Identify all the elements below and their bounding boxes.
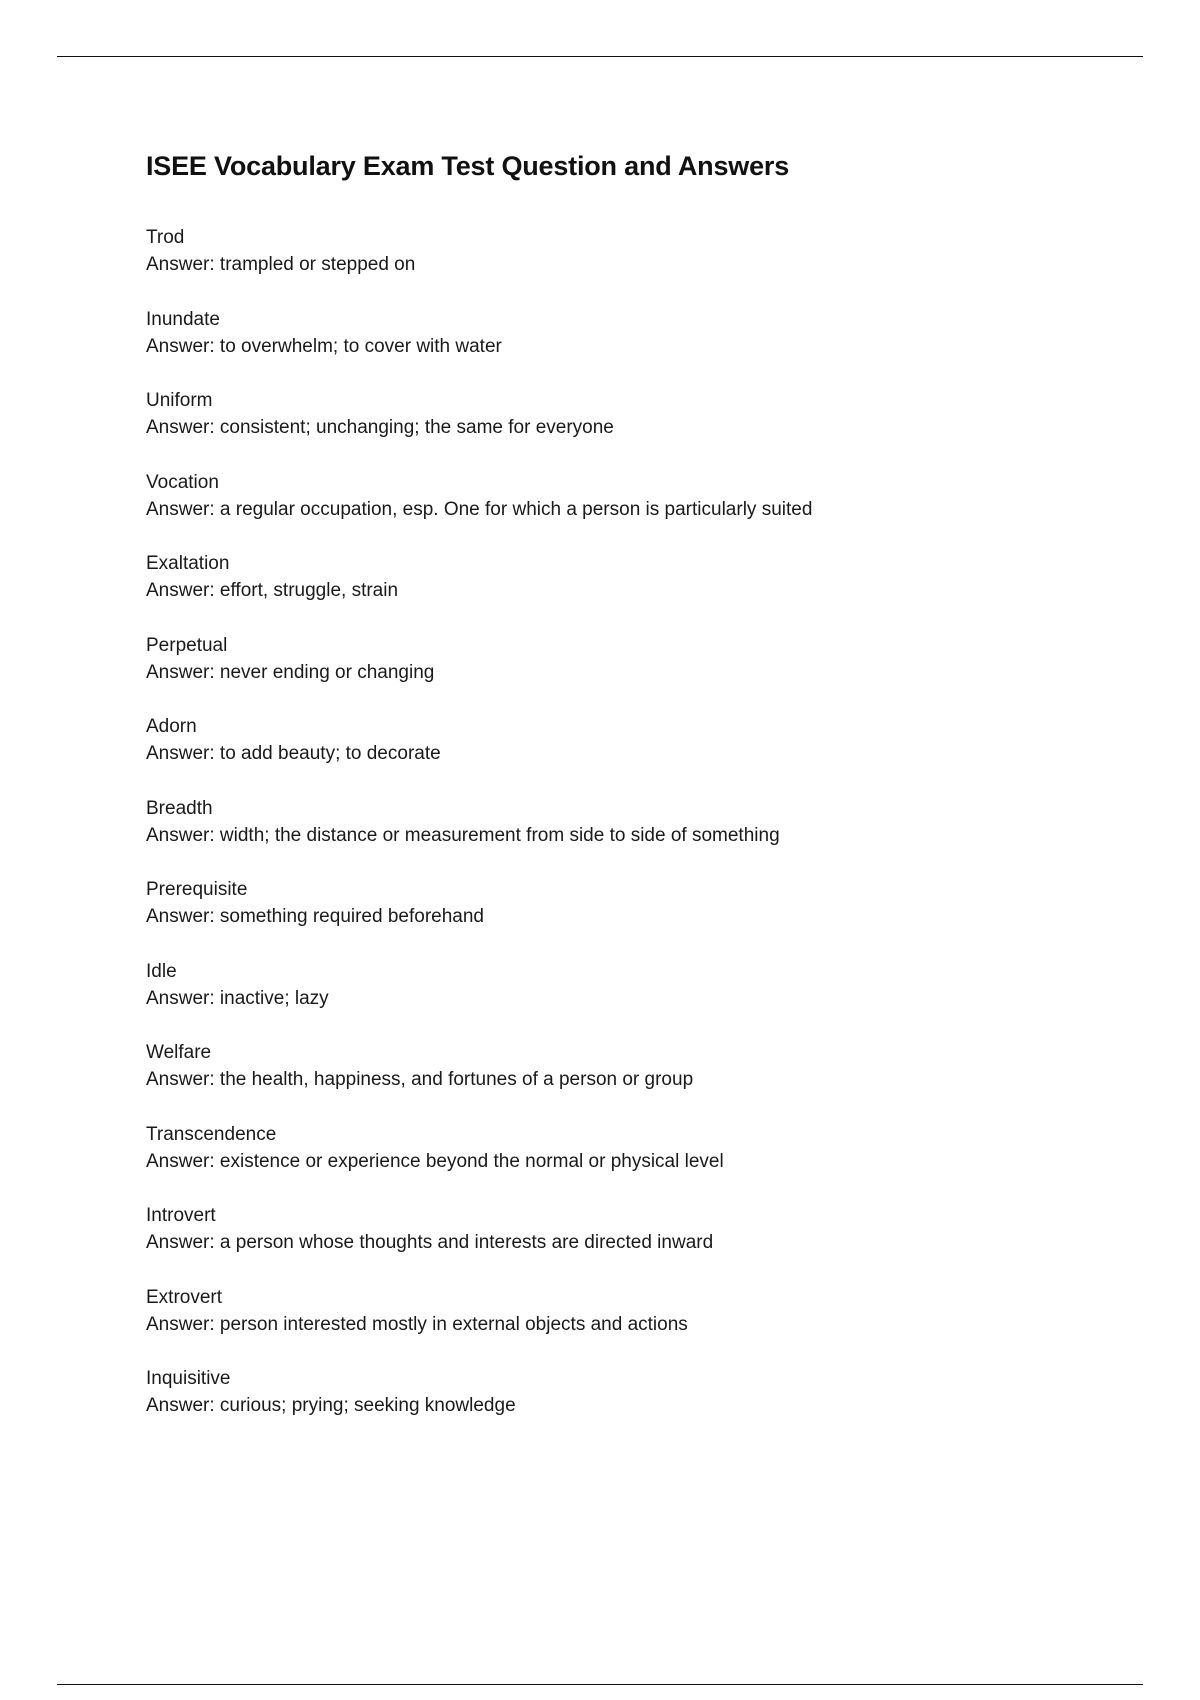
vocab-term: Extrovert [146, 1286, 223, 1308]
vocab-term: Uniform [146, 390, 213, 411]
vocab-entry [146, 1121, 1146, 1203]
vocabulary-list [146, 224, 1146, 1447]
vocab-entry [146, 1202, 1146, 1284]
vocab-entry [146, 1284, 1146, 1366]
vocab-term: Prerequisite [146, 879, 248, 900]
vocab-entry [146, 1365, 1146, 1447]
vocab-entry [146, 550, 1146, 632]
vocab-entry [146, 224, 1146, 306]
footer-rule [57, 1684, 1143, 1685]
vocab-answer: Answer: existence or experience beyond the normal or physical level [146, 1150, 724, 1172]
vocab-term: Inquisitive [146, 1368, 231, 1389]
vocab-term: Trod [146, 227, 185, 248]
vocab-answer: Answer: consistent; unchanging; the same for everyone [146, 417, 614, 438]
vocab-entry [146, 795, 1146, 877]
vocab-term: Idle [146, 960, 177, 982]
document-title: ISEE Vocabulary Exam Test Question and Answers [146, 151, 790, 181]
vocab-entry [146, 387, 1146, 469]
vocab-term: Vocation [146, 471, 219, 493]
vocab-term: Inundate [146, 308, 220, 330]
vocab-answer: Answer: to overwhelm; to cover with water [146, 335, 502, 357]
vocab-entry [146, 306, 1146, 388]
vocab-term: Perpetual [146, 634, 228, 656]
vocab-entry [146, 958, 1146, 1040]
vocab-answer: Answer: effort, struggle, strain [146, 580, 399, 601]
vocab-entry [146, 876, 1146, 958]
vocab-entry [146, 1039, 1146, 1121]
vocab-answer: Answer: something required beforehand [146, 906, 484, 927]
vocab-entry [146, 713, 1146, 795]
vocab-answer: Answer: width; the distance or measurement from side to side of something [146, 824, 780, 846]
vocab-entry [146, 632, 1146, 714]
vocab-term: Breadth [146, 797, 213, 819]
vocab-answer: Answer: the health, happiness, and fortunes of a person or group [146, 1069, 694, 1090]
vocab-term: Adorn [146, 716, 197, 737]
vocab-term: Welfare [146, 1042, 212, 1063]
header-rule [57, 56, 1143, 57]
vocab-answer: Answer: a regular occupation, esp. One for which a person is particularly suited [146, 498, 813, 520]
vocab-answer: Answer: curious; prying; seeking knowledge [146, 1395, 516, 1416]
document-body [146, 146, 1146, 1447]
vocab-answer: Answer: to add beauty; to decorate [146, 743, 441, 764]
vocab-term: Introvert [146, 1205, 216, 1226]
vocab-term: Exaltation [146, 553, 230, 574]
vocab-answer: Answer: inactive; lazy [146, 987, 329, 1009]
vocab-entry [146, 469, 1146, 551]
vocab-term: Transcendence [146, 1123, 277, 1145]
vocab-answer: Answer: a person whose thoughts and interests are directed inward [146, 1232, 714, 1253]
vocab-answer: Answer: person interested mostly in external objects and actions [146, 1313, 688, 1335]
vocab-answer: Answer: never ending or changing [146, 661, 435, 683]
vocab-answer: Answer: trampled or stepped on [146, 254, 416, 275]
